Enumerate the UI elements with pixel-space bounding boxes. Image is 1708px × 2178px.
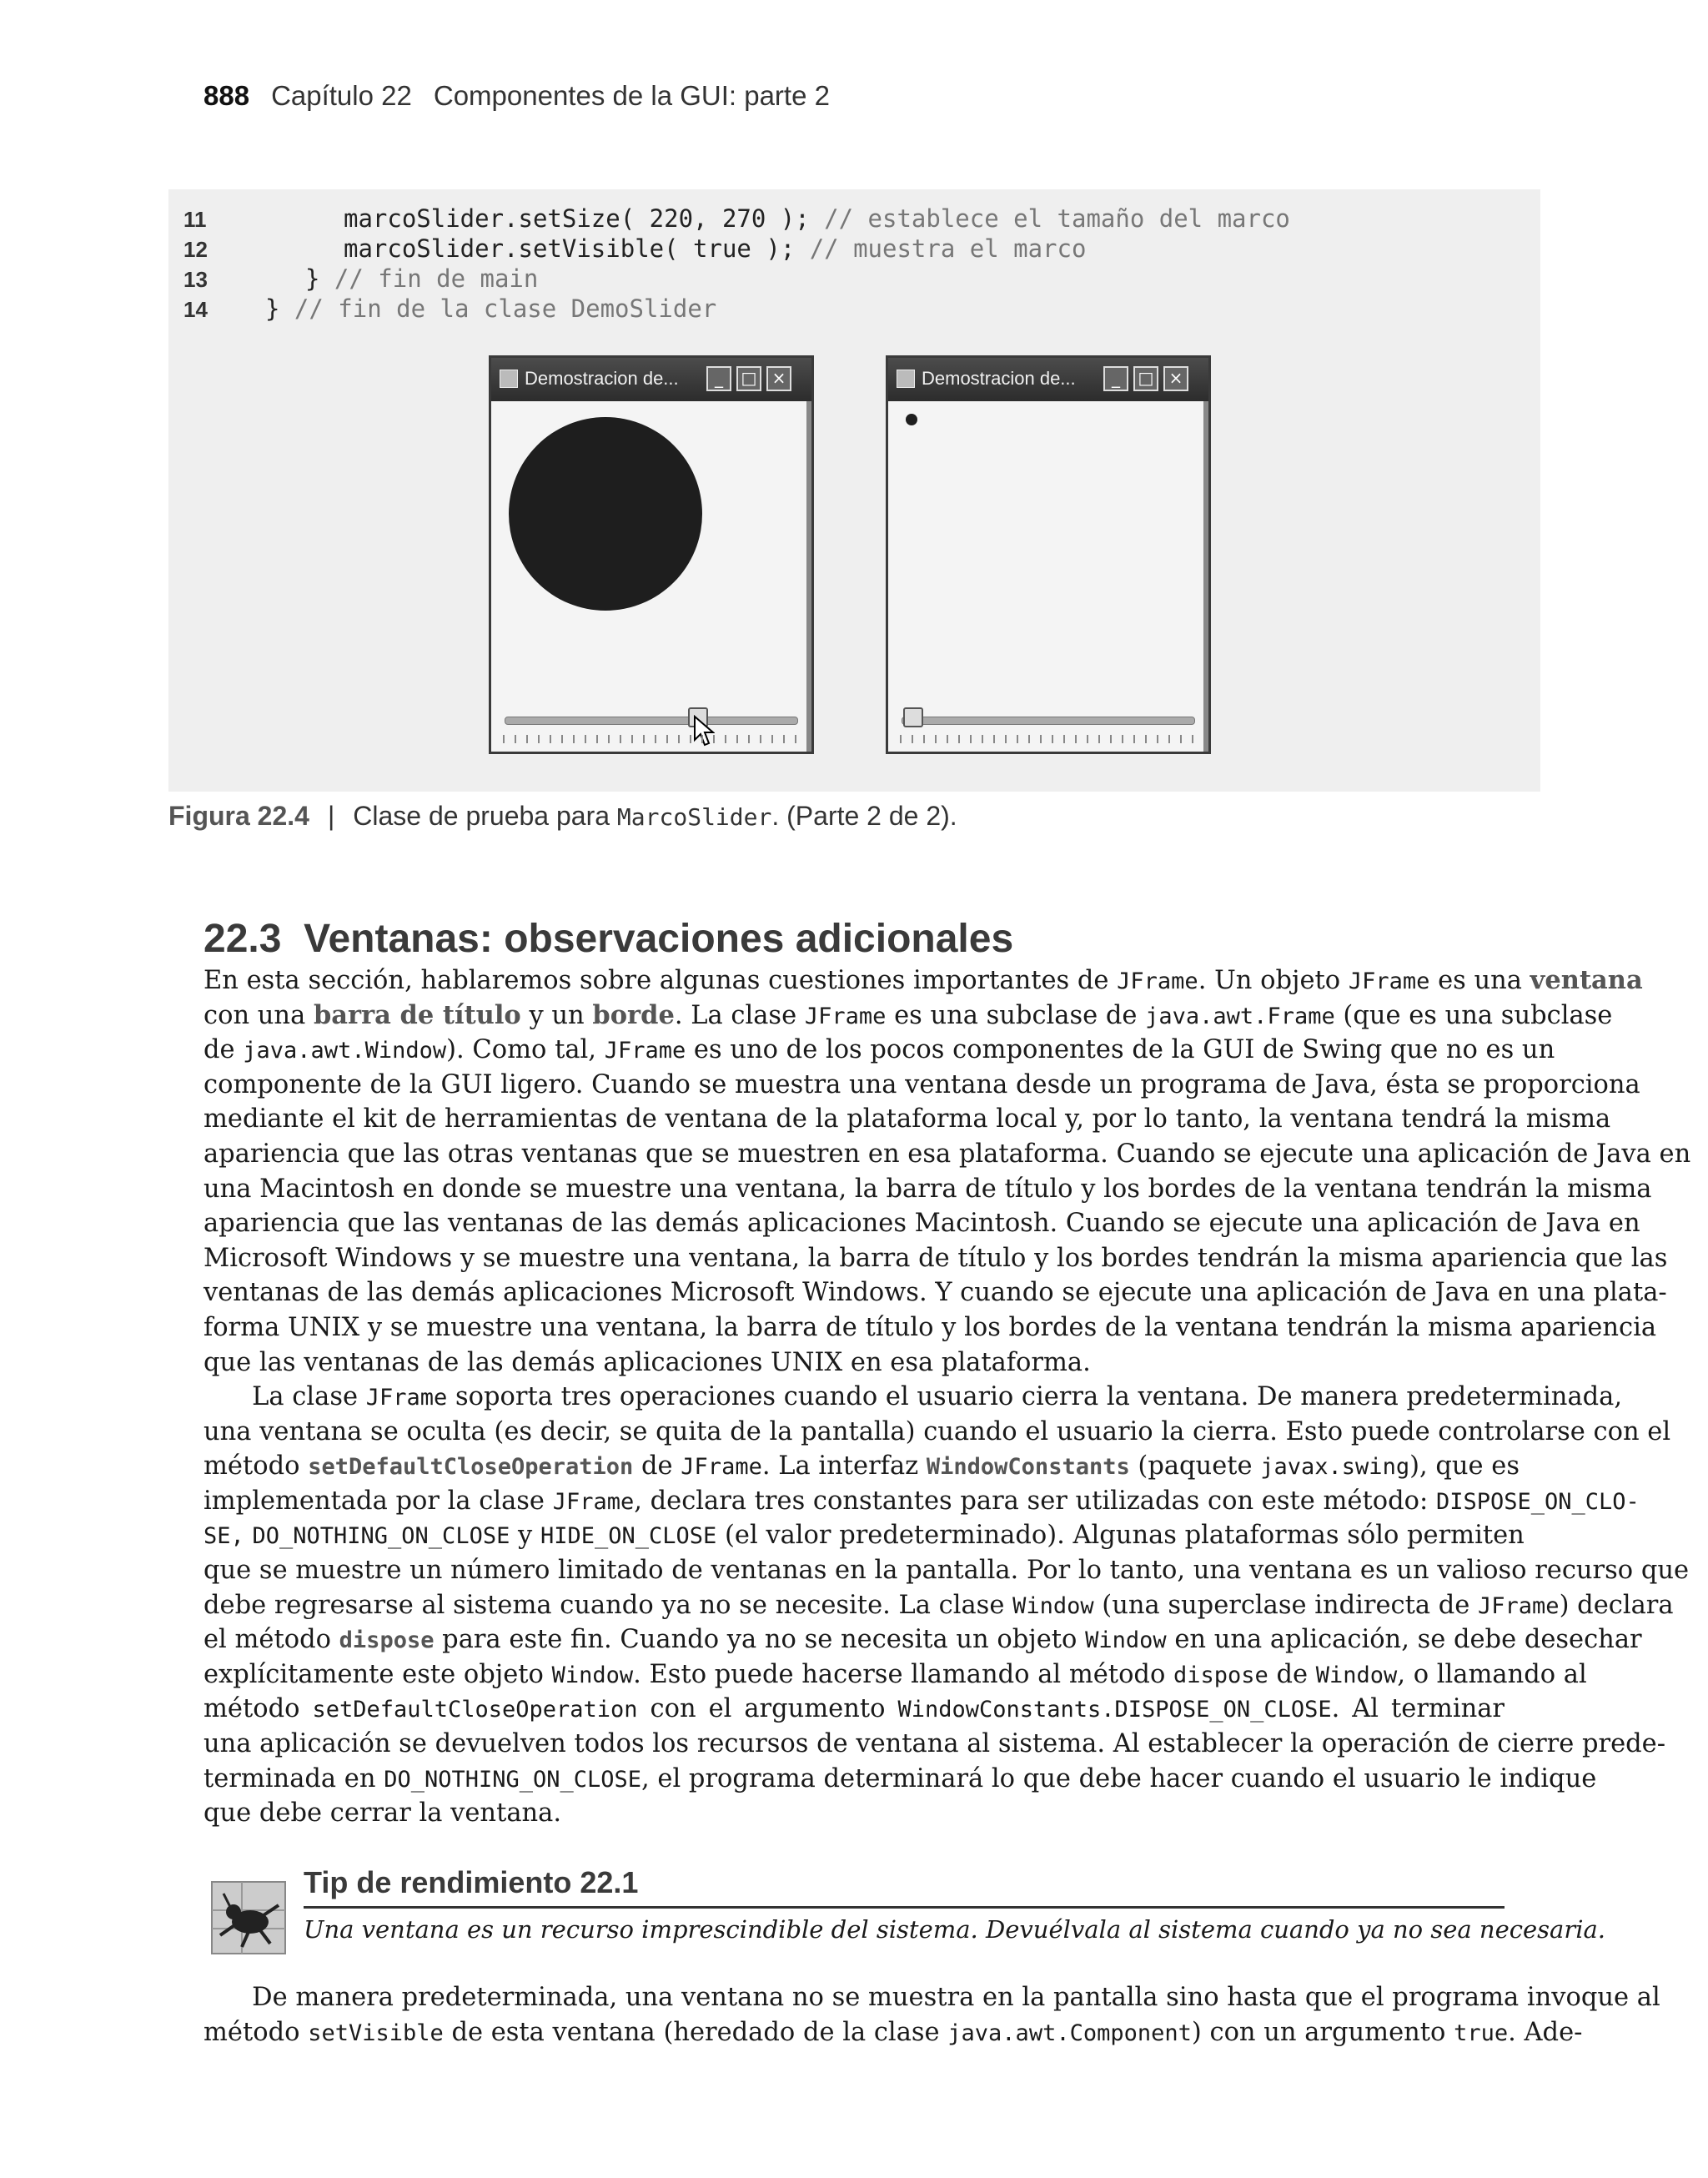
text-line: el método dispose para este fin. Cuando ya no se necesita un objeto Window en una aplicación, se debe desechar xyxy=(203,1625,1642,1655)
maximize-button[interactable]: □ xyxy=(736,366,761,391)
text-line: La clase JFrame soporta tres operaciones cuando el usuario cierra la ventana. De manera predeterminada, xyxy=(203,1382,1623,1411)
code-text: } xyxy=(305,264,334,293)
body-paragraph-2 xyxy=(203,1380,1690,1831)
code-line xyxy=(183,294,716,324)
java-app-icon xyxy=(500,370,518,388)
code-text: } xyxy=(265,294,294,323)
page-number: 888 xyxy=(203,80,250,111)
window-titlebar xyxy=(888,358,1208,401)
code-comment: // muestra el marco xyxy=(809,234,1087,263)
window-title: Demostracion de... xyxy=(525,368,679,389)
text-line: una ventana se oculta (es decir, se quita de la pantalla) cuando el usuario la cierra. Esto puede controlarse con el xyxy=(203,1416,1671,1446)
window-title: Demostracion de... xyxy=(922,368,1076,389)
bug-icon xyxy=(208,1877,289,1957)
close-button[interactable]: × xyxy=(766,366,791,391)
large-circle xyxy=(509,417,702,611)
figure-caption xyxy=(168,801,957,834)
text-line: terminada en DO_NOTHING_ON_CLOSE, el programa determinará lo que debe hacer cuando el usuario le indique xyxy=(203,1763,1597,1793)
code-line xyxy=(183,264,538,294)
line-number: 12 xyxy=(183,237,208,262)
tip-title: Tip de rendimiento 22.1 xyxy=(304,1865,639,1899)
text-line: apariencia que las otras ventanas que se muestren en esa plataforma. Cuando se ejecute una aplicación de Java en xyxy=(203,1139,1691,1169)
text-line: que se muestre un número limitado de ventanas en la pantalla. Por lo tanto, una ventana es un valioso recurso que xyxy=(203,1555,1690,1585)
section-heading xyxy=(203,916,1013,963)
caption-code: MarcoSlider xyxy=(616,803,772,831)
window-titlebar xyxy=(491,358,811,401)
text-line: que debe cerrar la ventana. xyxy=(203,1798,562,1828)
line-number: 13 xyxy=(183,267,208,292)
text-line: de java.awt.Window). Como tal, JFrame es uno de los pocos componentes de la GUI de Swing que no es un xyxy=(203,1035,1555,1065)
text-line: componente de la GUI ligero. Cuando se muestra una ventana desde un programa de Java, ésta se proporciona xyxy=(203,1069,1640,1099)
text-line: método setDefaultCloseOperation de JFrame. La interfaz WindowConstants (paquete javax.swing), que es xyxy=(203,1451,1520,1481)
slider-track[interactable] xyxy=(505,717,798,725)
chapter-title: Componentes de la GUI: parte 2 xyxy=(433,80,830,111)
text-line: SE, DO_NOTHING_ON_CLOSE y HIDE_ON_CLOSE (el valor predeterminado). Algunas plataformas sólo permiten xyxy=(203,1521,1525,1551)
window-border xyxy=(806,401,811,752)
text-line: método setVisible de esta ventana (heredado de la clase java.awt.Component) con un argumento true. Ade- xyxy=(203,2017,1583,2047)
small-circle xyxy=(906,414,917,425)
window-border xyxy=(1203,401,1208,752)
figure-label: Figura 22.4 xyxy=(168,801,309,831)
code-comment: // fin de la clase DemoSlider xyxy=(294,294,717,323)
code-text: marcoSlider.setVisible( true ); xyxy=(344,234,810,263)
mouse-cursor-icon xyxy=(693,715,715,748)
code-line xyxy=(183,204,1290,234)
line-number: 11 xyxy=(183,207,207,232)
text-line: una Macintosh en donde se muestre una ventana, la barra de título y los bordes de la ventana tendrán la misma xyxy=(203,1174,1652,1204)
text-line: que las ventanas de las demás aplicaciones UNIX en esa plataforma. xyxy=(203,1347,1091,1377)
app-window-large-circle xyxy=(489,355,814,754)
caption-text-end: . (Parte 2 de 2). xyxy=(771,801,957,831)
close-button[interactable]: × xyxy=(1163,366,1188,391)
text-line: explícitamente este objeto Window. Esto puede hacerse llamando al método dispose de Window, o llamando al xyxy=(203,1659,1587,1689)
caption-text: Clase de prueba para xyxy=(353,801,617,831)
text-line: forma UNIX y se muestre una ventana, la barra de título y los bordes de la ventana tendrán la misma apariencia xyxy=(203,1312,1657,1342)
body-paragraph-1 xyxy=(203,963,1691,1380)
tip-body: Una ventana es un recurso imprescindible del sistema. Devuélvala al sistema cuando ya no sea necesaria. xyxy=(304,1915,1605,1944)
line-number: 14 xyxy=(183,297,208,322)
text-line: una aplicación se devuelven todos los recursos de ventana al sistema. Al establecer la operación de cierre prede- xyxy=(203,1728,1666,1758)
slider-ticks xyxy=(503,735,800,743)
code-comment: // establece el tamaño del marco xyxy=(824,204,1290,233)
text-line: implementada por la clase JFrame, declara tres constantes para ser utilizadas con este método: DISPOSE_ON_CLO- xyxy=(203,1486,1640,1516)
text-line: apariencia que las ventanas de las demás aplicaciones Macintosh. Cuando se ejecute una aplicación de Java en xyxy=(203,1209,1640,1239)
section-number: 22.3 xyxy=(203,917,282,961)
running-header xyxy=(203,80,830,117)
app-window-small-circle xyxy=(886,355,1211,754)
slider-ticks xyxy=(900,735,1197,743)
code-text: marcoSlider.setSize( 220, 270 ); xyxy=(344,204,825,233)
text-line: De manera predeterminada, una ventana no se muestra en la pantalla sino hasta que el programa invoque al xyxy=(203,1983,1660,2012)
body-paragraph-3 xyxy=(203,1980,1660,2050)
text-line: Microsoft Windows y se muestre una ventana, la barra de título y los bordes tendrán la misma apariencia que las xyxy=(203,1243,1668,1273)
text-line: método setDefaultCloseOperation con el argumento WindowConstants.DISPOSE_ON_CLOSE. Al terminar xyxy=(203,1694,1505,1724)
code-line xyxy=(183,234,1086,264)
slider-thumb[interactable] xyxy=(903,707,923,727)
text-line: mediante el kit de herramientas de ventana de la plataforma local y, por lo tanto, la ventana tendrá la misma xyxy=(203,1104,1611,1134)
circle-canvas xyxy=(508,416,708,616)
text-line: ventanas de las demás aplicaciones Microsoft Windows. Y cuando se ejecute una aplicación de Java en una plata- xyxy=(203,1278,1667,1308)
minimize-button[interactable]: _ xyxy=(706,366,731,391)
caption-separator: | xyxy=(327,801,335,831)
slider-track[interactable] xyxy=(902,717,1195,725)
figure-box xyxy=(168,189,1540,792)
java-app-icon xyxy=(897,370,915,388)
text-line: con una barra de título y un borde. La clase JFrame es una subclase de java.awt.Frame (que es una subclase xyxy=(203,999,1613,1030)
chapter-label: Capítulo 22 xyxy=(271,80,412,111)
circle-canvas xyxy=(905,413,922,430)
section-title: Ventanas: observaciones adicionales xyxy=(304,917,1014,961)
tip-divider xyxy=(304,1906,1505,1909)
maximize-button[interactable]: □ xyxy=(1133,366,1158,391)
minimize-button[interactable]: _ xyxy=(1103,366,1128,391)
text-line: debe regresarse al sistema cuando ya no se necesite. La clase Window (una superclase indirecta de JFrame) declara xyxy=(203,1590,1674,1620)
text-line: En esta sección, hablaremos sobre algunas cuestiones importantes de JFrame. Un objeto JFrame es una ventana xyxy=(203,965,1643,995)
code-comment: // fin de main xyxy=(334,264,539,293)
